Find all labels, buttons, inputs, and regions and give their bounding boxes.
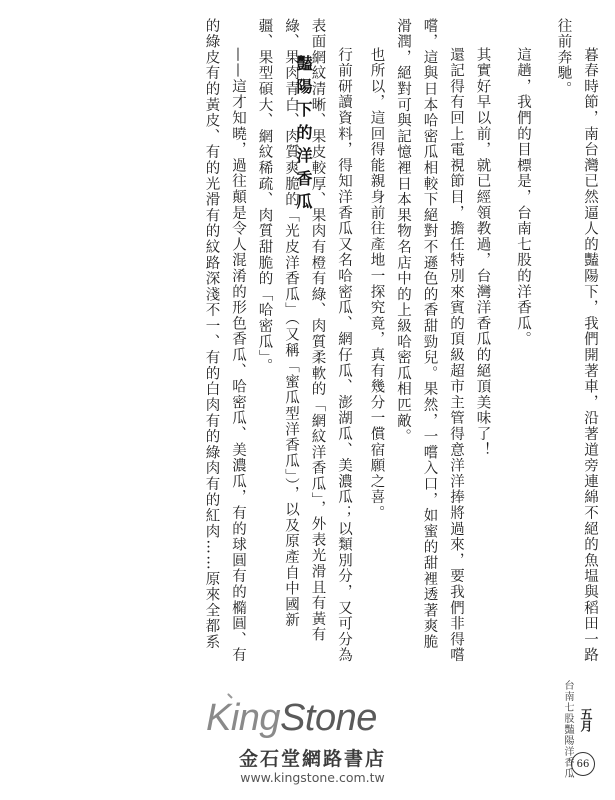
kingstone-url: www.kingstone.com.tw [240, 770, 385, 785]
page-number-text: 66 [576, 758, 590, 770]
paragraph-line: 表面網紋清晰、果皮較厚、果肉有橙有綠、肉質柔軟的「網紋洋香瓜」，外表光滑且有黃有 [309, 18, 326, 643]
paragraph-line: ——這才知曉，過往顛是令人混淆的形色香瓜、哈密瓜、美濃瓜，有的球圓有的橢圓、有 [230, 47, 246, 664]
body-text-right [363, 18, 603, 664]
paragraph-line: 暮春時節，南台灣已然逼人的豔陽下，我們開著車，沿著道旁連綿不絕的魚塭與稻田一路 [582, 47, 598, 664]
paragraph-line: 往前奔馳。 [555, 18, 572, 97]
paragraph-line: 其實好早以前，就已經領教過，台灣洋香瓜的絕頂美味了！ [474, 47, 491, 458]
kingstone-watermark [200, 690, 425, 790]
paragraph-line: 綠、果肉青白、肉質爽脆的「光皮洋香瓜」（又稱「蜜瓜型洋香瓜」），以及原產自中國新 [283, 18, 299, 629]
kingstone-logo [200, 690, 425, 742]
page-number [571, 752, 595, 776]
kingstone-chinese-name: 金石堂網路書店 [238, 748, 386, 770]
section-heading: 豔陽下的洋香瓜 [294, 55, 313, 216]
body-text-left [198, 18, 357, 664]
paragraph-line: 還記得有回上電視節目，擔任特別來賓的頂級超市主管得意洋洋捧將過來，要我們非得嚐 [448, 47, 464, 664]
paragraph-line: 也所以，這回得能親身前往產地一探究竟，真有幾分一償宿願之喜。 [368, 47, 385, 521]
paragraph-line: 的綠皮有的黃皮、有的光滑有的紋路深淺不一、有的白肉有的綠肉有的紅肉……原來全都系 [203, 18, 220, 650]
paragraph-line: 嚐，這與日本哈密瓜相較下絕對不遜色的香甜勁兒。果然，一嚐入口，如蜜的甜裡透著爽脆 [421, 18, 438, 650]
svg-text:KingStone: KingStone [206, 697, 377, 739]
month-label: 五月 [579, 708, 593, 732]
paragraph-line: 疆、果型碩大、網紋稀疏、肉質甜脆的「哈密瓜」。 [256, 18, 273, 375]
paragraph-line: 這趟，我們的目標是，台南七股的洋香瓜。 [515, 47, 531, 348]
paragraph-line: 行前研讀資料，得知洋香瓜又名哈密瓜、網仔瓜、澎湖瓜、美濃瓜；以類別分，又可分為 [336, 47, 352, 664]
paragraph-line: 滑潤，絕對可與記憶裡日本果物名店中的上級哈密瓜相匹敵。 [395, 18, 411, 445]
running-head: 台南七股豔陽洋香瓜 [562, 680, 573, 779]
